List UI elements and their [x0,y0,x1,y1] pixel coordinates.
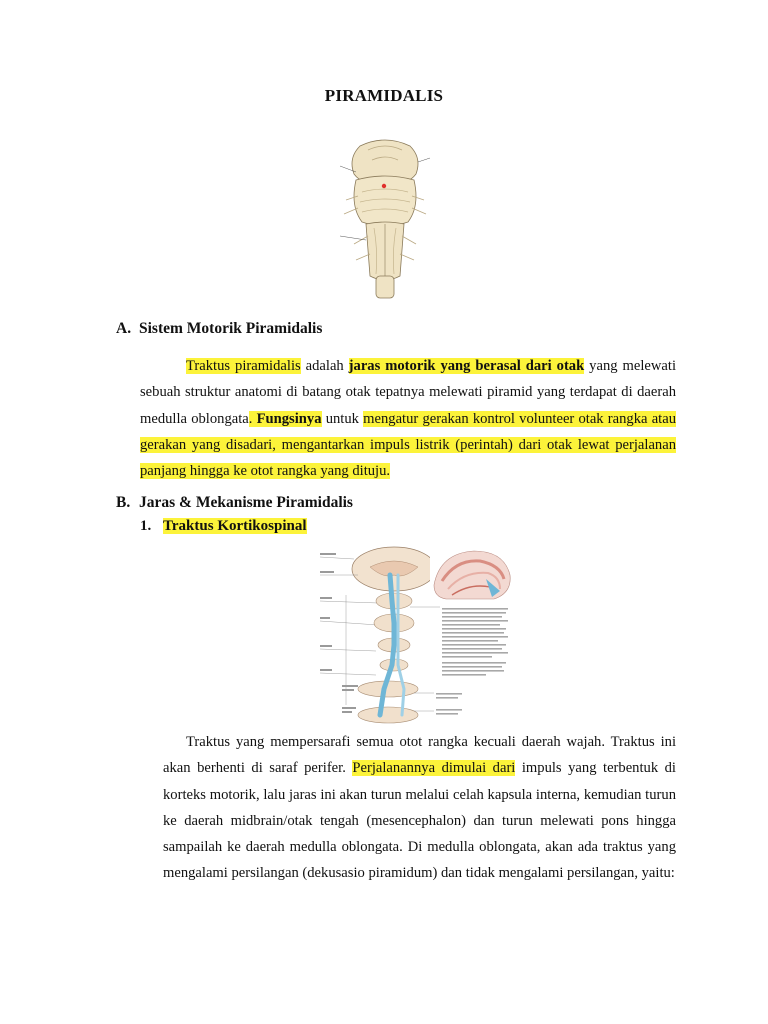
section-b-paragraph [163,729,676,887]
text-run: adalah [300,358,349,374]
motor-cortex-inset-figure [430,545,514,605]
subsection-1-number: 1. [140,518,152,534]
text-run: impuls yang terbentuk di korteks motorik, lalu jaras ini akan turun melalui celah kapsula interna, kemudian turun ke daerah midbrain/otak tengah (mesencephalon) dan turun melewati pons hingga sampailah ke daerah medulla oblongata. Di medulla oblongata, akan ada traktus yang mengalami persilangan (dekusasio piramidum) dan tidak mengalami persilangan, yaitu: [163,760,676,882]
section-a-letter: A. [116,320,132,337]
section-b-title: Jaras & Mekanisme Piramidalis [139,494,353,511]
text-run: Traktus yang mempersarafi semua otot rangka kecuali daerah wajah. Traktus ini akan berhenti di saraf perifer. [163,734,676,777]
section-a-heading [116,320,322,338]
section-a-title: Sistem Motorik Piramidalis [139,320,323,337]
highlight-fungsinya: Fungsinya [256,410,322,427]
subsection-1-heading [140,518,307,535]
text-run: yang melewati sebuah struktur anatomi di batang otak tepatnya melewati piramid yang terdapat di daerah medulla oblongata [140,358,676,427]
highlight-jaras-motorik: jaras motorik yang berasal dari otak [348,358,585,374]
section-a-paragraph [140,353,676,484]
section-b-heading [116,494,353,512]
page-title: PIRAMIDALIS [324,86,444,105]
subsection-1-title: Traktus Kortikospinal [163,518,307,534]
text-run: . [248,410,257,427]
highlight-perjalanannya: Perjalanannya dimulai dari [352,760,516,777]
section-b-letter: B. [116,494,131,511]
brainstem-figure [338,136,432,300]
text-run: untuk [321,410,364,427]
highlight-traktus-piramidalis: Traktus piramidalis [186,358,301,374]
highlight-function-description: mengatur gerakan kontrol volunteer otak rangka atau gerakan yang disadari, mengantarkan impuls listrik (perintah) dari otak lewat perjalanan panjang hingga ke otot rangka yang dituju. [140,410,677,480]
